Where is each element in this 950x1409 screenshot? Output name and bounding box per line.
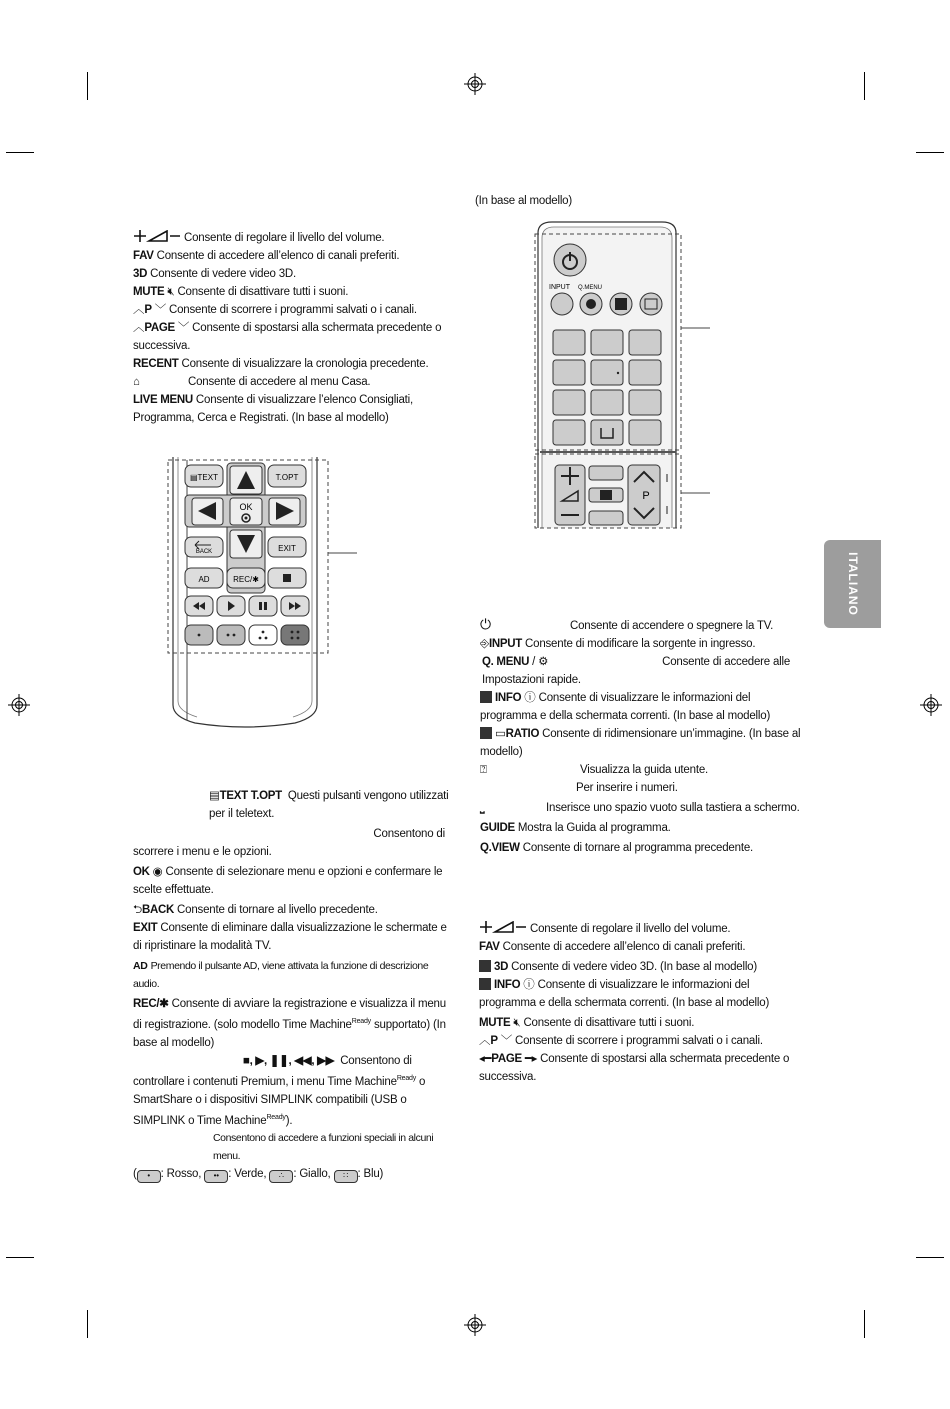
chevron-down-icon: ﹀: [154, 304, 166, 316]
info-icon: ⓘ: [523, 979, 535, 991]
crop-mark: [864, 72, 865, 100]
svg-text:T.OPT: T.OPT: [275, 473, 299, 482]
crop-mark: [87, 72, 88, 100]
info-button-icon: [480, 691, 492, 703]
volume-plus-minus-icon: [133, 230, 181, 242]
left-bottom-list: ▤TEXT T.OPT Questi pulsanti vengono utilizzati per il teletext. Consentono di scorrere i menu e le opzioni. OK ◉ Consente di selezionare menu e opzioni e confermare le scelte effettuate. ⮌BACK Consente di tornare al livello precedente. EXIT Consente di eliminare dalla visualizzazione le schermate e di ripristinare la modalità TV. AD Premendo il pulsante AD, viene attivata la funzione di descrizione audio. REC/✱ Consente di avviare la registrazione e visualizza il menu di registrazione. (solo modello Time Machine$^{Ready}$ supportato) (In base al modello) ■, ▶, ❚❚, ◀◀, ▶▶ Consentono di controllare i contenuti Premium, i menu Time Machine$^{Ready}$ o SmartShare o i dispositivi SIMPLINK compatibili (USB o SIMPLINK o Time Machine$^{Ready}$). Consentono di accedere a funzioni speciali in alcuni menu. ( • : Rosso, •• : Verde, ∴ : Giallo, ∷ : Blu): [133, 787, 455, 1183]
mute-icon: 🔇︎: [167, 286, 175, 298]
svg-text:INPUT: INPUT: [549, 284, 570, 291]
remote-upper-illustration: [530, 218, 720, 533]
crop-mark: [6, 1257, 34, 1258]
page-right-icon: ━▸: [524, 1053, 538, 1065]
svg-text:BACK: BACK: [195, 549, 213, 555]
yellow-button-icon: ∴: [269, 1170, 293, 1183]
crop-mark: [864, 1310, 865, 1338]
home-icon: ⌂: [133, 376, 140, 388]
mute-icon: 🔇︎: [513, 1017, 521, 1029]
right-bottom-list: Consente di regolare il livello del volume. FAV Consente di accedere all’elenco di canali preferiti. 3D Consente di vedere video 3D. (In base al modello) INFO ⓘ Consente di visualizzare le informazioni del programma e della schermata correnti. (In base al modello) MUTE 🔇︎ Consente di disattivare tutti i suoni. ︿P ﹀ Consente di scorrere i programmi salvati o i canali. ◂━PAGE ━▸ Consente di spostarsi alla schermata precedente o successiva.: [479, 923, 790, 1083]
red-button-icon: •: [137, 1170, 161, 1183]
model-note: (In base al modello): [475, 195, 572, 207]
info-button-icon: [479, 978, 491, 990]
ratio-button-icon: [480, 727, 492, 739]
volume-plus-minus-icon: [479, 921, 527, 933]
input-icon: ⎆: [480, 638, 489, 650]
blue-button-icon: ∷: [334, 1170, 358, 1183]
crop-mark: [87, 1310, 88, 1338]
settings-gear-icon: ⚙: [538, 656, 549, 668]
ratio-icon: ▭: [495, 728, 506, 740]
registration-mark-icon: [464, 73, 486, 95]
green-button-icon: ••: [204, 1170, 228, 1183]
ok-circle-icon: ◉: [152, 866, 163, 878]
registration-mark-icon: [464, 1314, 486, 1336]
svg-text:AD: AD: [198, 575, 210, 584]
svg-text:P: P: [642, 490, 650, 502]
space-icon: ⎵: [480, 802, 485, 814]
svg-text:REC/✱: REC/✱: [233, 575, 259, 584]
svg-text:OK: OK: [239, 502, 253, 512]
3d-button-icon: [479, 960, 491, 972]
remote-lower-illustration: [165, 455, 365, 730]
right-top-list: ⏻ Consente di accendere o spegnere la TV. ⎆INPUT Consente di modificare la sorgente in ingresso. Q. MENU / ⚙ Consente di accedere alle Impostazioni rapide. INFO ⓘ Consente di visualizzare le informazioni del programma e della schermata correnti. (In base al modello) ▭RATIO Consente di ridimensionare un’immagine. (In base al modello) ⍰ Visualizza la guida utente. Per inserire i numeri. ⎵ Inserisce uno spazio vuoto sulla tastiera a schermo. GUIDE Mostra la Guida al programma. Q.VIEW Consente di tornare al programma precedente.: [480, 616, 801, 854]
chevron-up-icon: ︿: [133, 322, 145, 334]
back-arrow-icon: ⮌: [133, 904, 143, 916]
page-left-icon: ◂━: [479, 1053, 492, 1065]
info-icon: ⓘ: [524, 692, 536, 704]
playback-icons: ■, ▶, ❚❚, ◀◀, ▶▶: [243, 1054, 335, 1067]
chevron-down-icon: ﹀: [177, 322, 190, 334]
registration-mark-icon: [8, 694, 30, 716]
chevron-down-icon: ﹀: [500, 1035, 512, 1047]
crop-mark: [916, 152, 944, 153]
help-icon: ⍰: [480, 764, 487, 776]
chevron-up-icon: ︿: [133, 304, 145, 316]
crop-mark: [916, 1257, 944, 1258]
registration-mark-icon: [920, 694, 942, 716]
teletext-icon: ▤: [209, 790, 220, 802]
volume-row: Consente di regolare il livello del volume.: [133, 229, 455, 247]
language-tab: ITALIANO: [824, 540, 881, 628]
crop-mark: [6, 152, 34, 153]
chevron-up-icon: ︿: [479, 1035, 491, 1047]
power-icon: ⏻: [480, 616, 491, 632]
svg-text:▤TEXT: ▤TEXT: [189, 473, 219, 482]
svg-text:Q.MENU: Q.MENU: [578, 285, 602, 291]
svg-text:EXIT: EXIT: [278, 544, 296, 553]
left-top-list: Consente di regolare il livello del volume. FAV Consente di accedere all’elenco di canali preferiti. 3D Consente di vedere video 3D. MUTE 🔇︎ Consente di disattivare tutti i suoni. ︿P ﹀ Consente di scorrere i programmi salvati o i canali. ︿PAGE ﹀ Consente di spostarsi alla schermata precedente o successiva. RECENT Consente di visualizzare la cronologia precedente. ⌂ Consente di accedere al menu Casa. LIVE MENU Consente di visualizzare l’elenco Consigliati, Programma, Cerca e Registrati. (In base al modello): [133, 229, 455, 427]
